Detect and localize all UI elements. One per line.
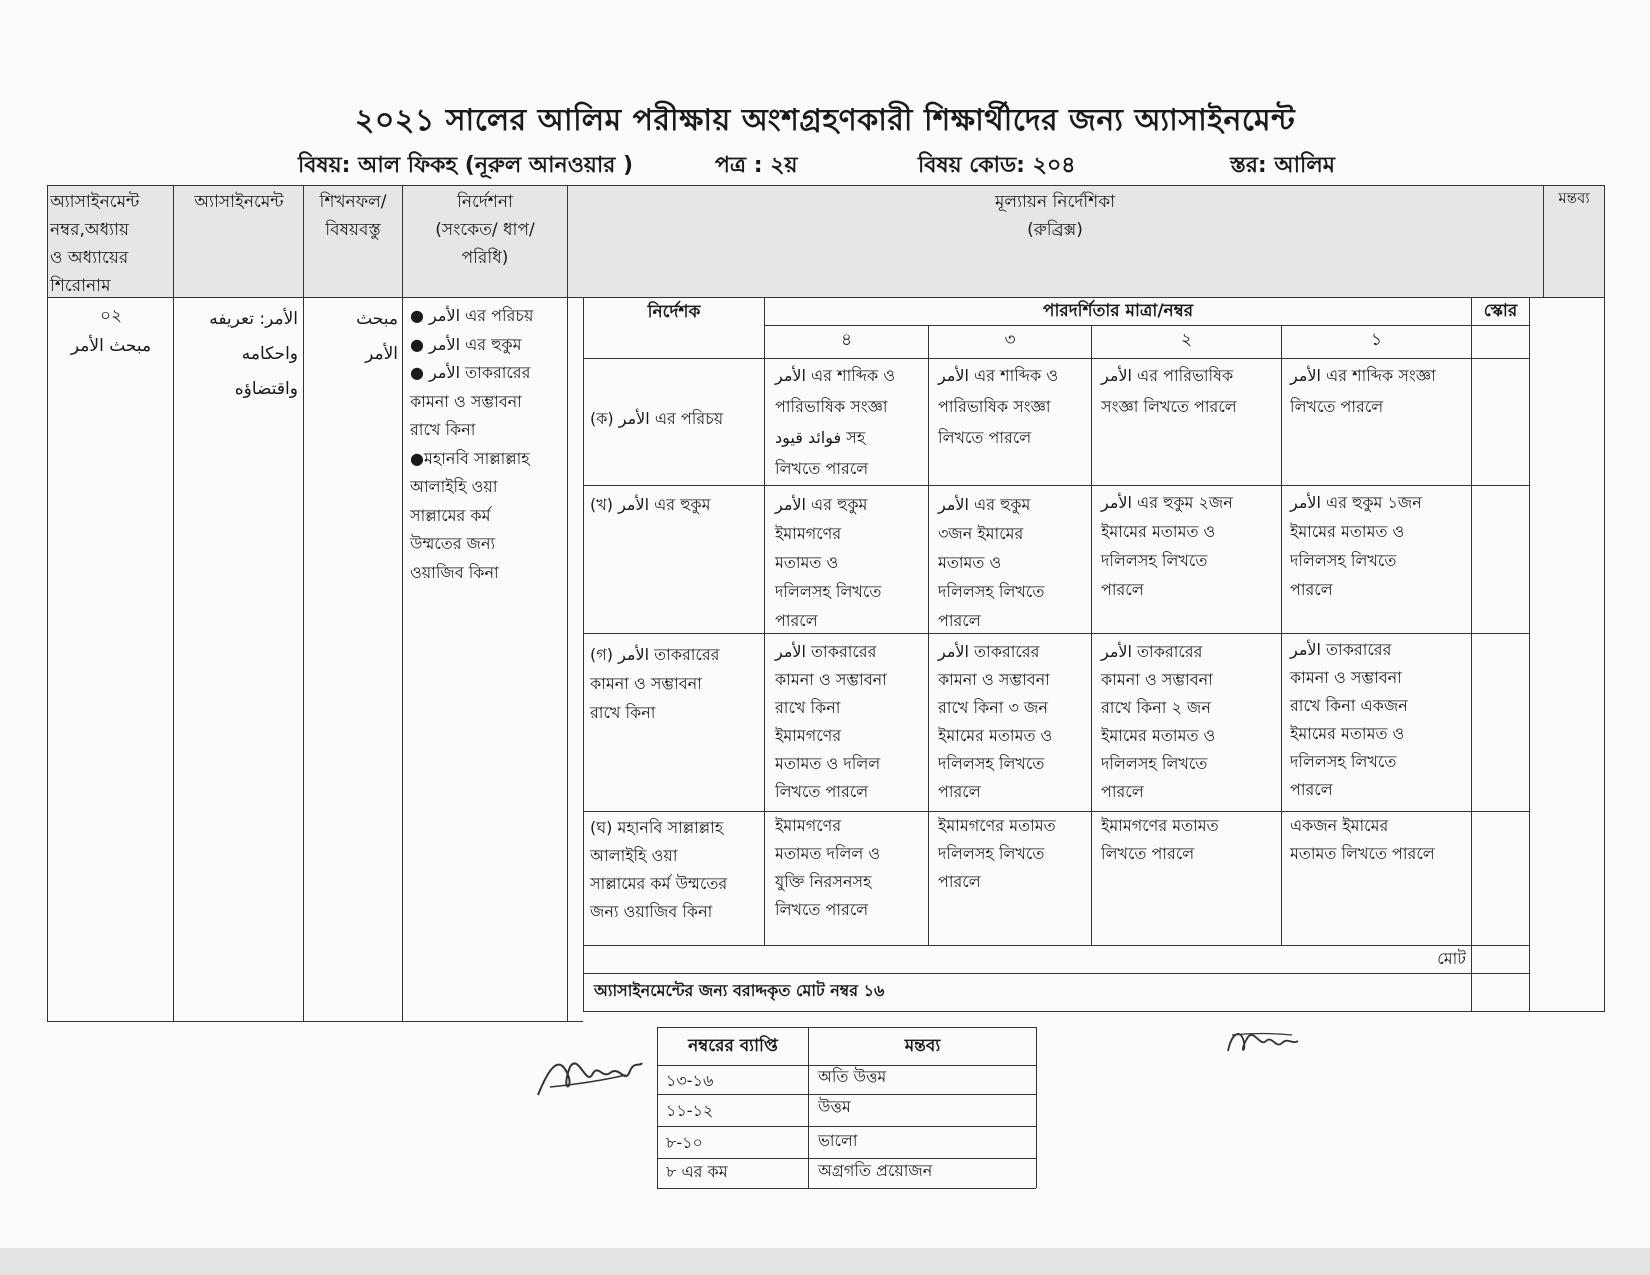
table-border — [1543, 185, 1544, 297]
grade-remark-header: মন্তব্য — [904, 1036, 941, 1056]
subject-label: বিষয়: আল ফিকহ (নূরুল আনওয়ার ) — [298, 153, 634, 178]
header-assignment-number: অ্যাসাইনমেন্ট নম্বর,অধ্যায় ও অধ্যায়ের শিরোনাম — [50, 192, 140, 296]
rubric-border — [928, 325, 929, 945]
rubric-border — [583, 485, 1529, 486]
chapter-title: مبحث الأمر — [70, 336, 152, 356]
instructions-list: ● الأمر এর পরিচয় ● الأمر এর হুকুম ● الأمر তাকরারের কামনা ও সম্ভাবনা রাখে কিনা ●মহানবি সাল্লাল্লাহ আলাইহি ওয়া সাল্লামের কর্ম উম্মতের জন্য ওয়াজিব কিনা — [410, 306, 534, 582]
level-1: ১ — [1370, 330, 1383, 350]
table-border — [1604, 185, 1605, 1011]
table-border — [567, 185, 568, 1021]
criterion-prophet-action: (ঘ) মহানবি সাল্লাল্লাহ আলাইহি ওয়া সাল্লামের কর্ম উম্মতের জন্য ওয়াজিব কিনা — [590, 818, 728, 921]
header-rubric: মূল্যায়ন নির্দেশিকা (রুব্রিক্স) — [994, 192, 1116, 240]
rubric-border — [1529, 297, 1530, 1011]
signature-right — [1222, 1023, 1302, 1061]
paper-label: পত্র : ২য় — [715, 153, 798, 178]
rubric-border — [764, 297, 765, 945]
rubric-cell: الأمر তাকরারের কামনা ও সম্ভাবনা রাখে কিনা ইমামগণের মতামত ও দলিল লিখতে পারলে — [775, 642, 887, 801]
rubric-border — [583, 358, 1529, 359]
total-label: মোট — [1437, 949, 1466, 968]
grade-range: ৮-১০ — [666, 1133, 703, 1152]
rubric-cell: ইমামগণের মতামত দলিল ও যুক্তি নিরসনসহ লিখতে পারলে — [775, 816, 881, 919]
grade-remark: অগ্রগতি প্রয়োজন — [818, 1161, 933, 1180]
table-border — [47, 185, 48, 1021]
header-instructions: নির্দেশনা (সংকেত/ ধাপ/ পরিধি) — [435, 192, 535, 268]
page-title: ২০২১ সালের আলিম পরীক্ষায় অংশগ্রহণকারী শিক্ষার্থীদের জন্য অ্যাসাইনমেন্ট — [354, 103, 1296, 138]
header-remarks: মন্তব্য — [1558, 189, 1590, 207]
subject-code-label: বিষয় কোড: ২০৪ — [918, 153, 1076, 178]
rubric-border — [583, 297, 584, 1011]
table-border — [583, 1011, 1605, 1012]
rubric-cell: ইমামগণের মতামত লিখতে পারলে — [1101, 816, 1219, 863]
rubric-border — [1471, 297, 1472, 1011]
header-learning-outcome: শিখনফল/ বিষয়বস্তু — [319, 192, 387, 240]
scan-edge — [0, 1248, 1650, 1275]
level-2: ২ — [1180, 330, 1193, 350]
table-border — [47, 185, 1605, 186]
table-border — [402, 185, 403, 1021]
rubric-cell: الأمر তাকরারের কামনা ও সম্ভাবনা রাখে কিনা একজন ইমামের মতামত ও দলিলসহ লিখতে পারলে — [1290, 640, 1408, 799]
criterion-definition: (ক) الأمر এর পরিচয় — [590, 409, 724, 428]
table-border — [173, 185, 174, 1021]
rubric-border — [1091, 325, 1092, 945]
grade-border — [657, 1027, 1036, 1028]
table-border — [47, 1021, 583, 1022]
grade-remark: উত্তম — [818, 1097, 851, 1116]
level-3: ৩ — [1004, 330, 1016, 350]
rubric-cell: الأمر তাকরারের কামনা ও সম্ভাবনা রাখে কিনা ৩ জন ইমামের মতামত ও দলিলসহ লিখতে পারলে — [938, 642, 1053, 801]
level-4: ৪ — [840, 330, 853, 350]
rubric-cell: الأمر এর হুকুম ১জন ইমামের মতামত ও দলিলসহ লিখতে পারলে — [1290, 493, 1422, 599]
rubric-cell: الأمر এর শাব্দিক ও পারিভাষিক সংজ্ঞা লিখতে পারলে — [938, 366, 1059, 447]
header-assignment: অ্যাসাইনমেন্ট — [194, 192, 284, 212]
assignment-text: الأمر: تعريفه واحكامه واقتضاؤه — [209, 309, 298, 399]
rubric-cell: الأمر এর শাব্দিক সংজ্ঞা লিখতে পারলে — [1290, 366, 1436, 416]
rubric-cell: الأمر তাকরারের কামনা ও সম্ভাবনা রাখে কিনা ২ জন ইমামের মতামত ও দলিলসহ লিখতে পারলে — [1101, 642, 1216, 801]
rubric-border — [1281, 325, 1282, 945]
assignment-number: ০২ — [99, 306, 123, 326]
table-border — [303, 185, 304, 1021]
rubric-score-header: স্কোর — [1483, 301, 1518, 321]
rubric-cell: الأمر এর হুকুম ২জন ইমামের মতামত ও দলিলসহ লিখতে পারলে — [1101, 493, 1233, 599]
rubric-criterion-header: নির্দেশক — [647, 302, 701, 322]
rubric-border — [583, 973, 1529, 974]
rubric-level-header: পারদর্শিতার মাত্রা/নম্বর — [1042, 301, 1194, 321]
rubric-cell: الأمر এর হুকুম ইমামগণের মতামত ও দলিলসহ লিখতে পারলে — [775, 495, 882, 630]
rubric-cell: الأمر এর শাব্দিক ও পারিভাষিক সংজ্ঞা فوائد قيود সহ লিখতে পারলে — [775, 366, 896, 478]
rubric-cell: একজন ইমামের মতামত লিখতে পারলে — [1290, 816, 1435, 863]
grade-range: ৮ এর কম — [666, 1162, 728, 1181]
grade-remark: অতি উত্তম — [818, 1067, 887, 1086]
grade-range: ১১-১২ — [666, 1101, 714, 1120]
level-label: স্তর: আলিম — [1230, 153, 1335, 178]
grade-range: ১৩-১৬ — [666, 1071, 714, 1090]
learning-content: مبحث الأمر — [356, 309, 398, 364]
grade-border — [1036, 1027, 1037, 1188]
grade-border — [657, 1188, 1036, 1189]
criterion-repetition: (গ) الأمر তাকরারের কামনা ও সম্ভাবনা রাখে কিনা — [590, 645, 720, 722]
rubric-cell: ইমামগণের মতামত দলিলসহ লিখতে পারলে — [938, 816, 1056, 891]
rubric-cell: الأمر এর হুকুম ৩জন ইমামের মতামত ও দলিলসহ লিখতে পারলে — [938, 495, 1045, 630]
grade-range-header: নম্বরের ব্যাপ্তি — [688, 1036, 778, 1056]
grade-remark: ভালো — [818, 1131, 858, 1150]
signature-left — [530, 1045, 650, 1105]
rubric-cell: الأمر এর পারিভাষিক সংজ্ঞা লিখতে পারলে — [1101, 366, 1237, 416]
total-marks-note: অ্যাসাইনমেন্টের জন্য বরাদ্দকৃত মোট নম্বর ১৬ — [594, 981, 885, 1000]
criterion-ruling: (খ) الأمر এর হুকুম — [590, 495, 711, 514]
